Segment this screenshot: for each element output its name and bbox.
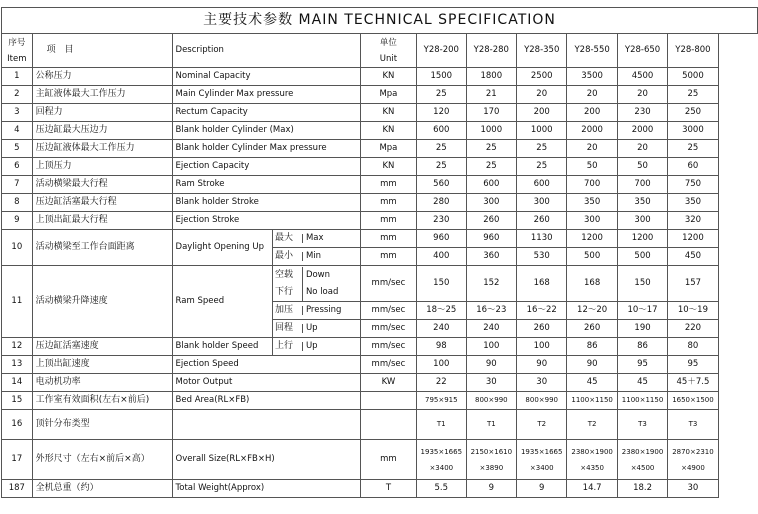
cell-value: 1500	[416, 68, 466, 86]
cell-value: 2150×1610 ×3890	[466, 440, 516, 480]
cell-value: 240	[466, 320, 516, 338]
cell-value: 530	[517, 248, 567, 266]
cell-value: 50	[617, 158, 667, 176]
cell-value: 200	[517, 104, 567, 122]
sub-label-en-text: Max	[305, 232, 324, 243]
row-label-en: Nominal Capacity	[172, 68, 360, 86]
row-label-en: Main Cylinder Max pressure	[172, 86, 360, 104]
cell-value: 18～25	[416, 302, 466, 320]
header-row	[2, 34, 758, 68]
row-label-cn: 上顶压力	[32, 158, 172, 176]
sub-label-cn-text: 最小	[273, 252, 303, 262]
row-unit: KN	[360, 104, 416, 122]
cell-value: 25	[416, 140, 466, 158]
row-unit: mm	[360, 176, 416, 194]
cell-value: 50	[567, 158, 617, 176]
row-number: 17	[2, 440, 33, 480]
cell-value: 5000	[668, 68, 718, 86]
cell-value: 280	[416, 194, 466, 212]
cell-value: 25	[416, 158, 466, 176]
cell-value: 120	[416, 104, 466, 122]
cell-value: 1100×1150	[617, 392, 667, 410]
sub-label-group	[273, 324, 360, 334]
table-row	[2, 374, 758, 392]
row-unit: mm/sec	[360, 266, 416, 302]
header-item: 项 目	[32, 34, 172, 68]
spec-table	[1, 7, 758, 498]
table-row	[2, 392, 758, 410]
row-label-cn: 电动机功率	[32, 374, 172, 392]
header-model: Y28-800	[668, 34, 718, 68]
cell-value: 168	[567, 266, 617, 302]
cell-value: 170	[466, 104, 516, 122]
row-unit: mm	[360, 440, 416, 480]
row-label-cn: 工作室有效面积(左右×前后)	[32, 392, 172, 410]
cell-value: 960	[416, 230, 466, 248]
cell-value: 20	[617, 86, 667, 104]
row-label-cn: 压边缸液体最大工作压力	[32, 140, 172, 158]
header-model: Y28-550	[567, 34, 617, 68]
row-label-en: Ram Speed	[172, 266, 272, 338]
sub-label-en-text: Min	[305, 250, 322, 261]
table-row	[2, 176, 758, 194]
sub-label-cn	[272, 230, 360, 248]
cell-value: 230	[416, 212, 466, 230]
cell-value: 1935×1665 ×3400	[517, 440, 567, 480]
cell-value: 350	[617, 194, 667, 212]
cell-value: 1935×1665 ×3400	[416, 440, 466, 480]
sub-label-cn-text: 空载 下行	[273, 267, 303, 301]
cell-value: 300	[517, 194, 567, 212]
cell-value: 350	[668, 194, 718, 212]
cell-value: 20	[567, 86, 617, 104]
cell-value: 25	[668, 140, 718, 158]
cell-value: 16～23	[466, 302, 516, 320]
row-number: 2	[2, 86, 33, 104]
table-row	[2, 338, 758, 356]
cell-value: 2000	[567, 122, 617, 140]
table-row	[2, 440, 758, 480]
cell-value: 100	[416, 356, 466, 374]
cell-value: 25	[517, 158, 567, 176]
cell-value: 18.2	[617, 480, 667, 498]
cell-value: 240	[416, 320, 466, 338]
cell-value: 20	[517, 86, 567, 104]
cell-value: 90	[517, 356, 567, 374]
table-row	[2, 410, 758, 440]
cell-value: 20	[567, 140, 617, 158]
row-unit: mm	[360, 248, 416, 266]
header-model: Y28-350	[517, 34, 567, 68]
cell-value: 2380×1900 ×4350	[567, 440, 617, 480]
row-label-cn: 压边缸最大压边力	[32, 122, 172, 140]
cell-value: 10～19	[668, 302, 718, 320]
row-label-en: Bed Area(RL×FB)	[172, 392, 360, 410]
cell-value: 1000	[517, 122, 567, 140]
cell-value: 220	[668, 320, 718, 338]
cell-value: 21	[466, 86, 516, 104]
row-unit: KN	[360, 68, 416, 86]
header-unit: 单位 Unit	[360, 34, 416, 68]
row-number: 8	[2, 194, 33, 212]
row-label-cn: 顶针分布类型	[32, 410, 172, 440]
cell-value: T1	[466, 410, 516, 440]
row-number: 12	[2, 338, 33, 356]
row-unit: mm	[360, 230, 416, 248]
row-label-en: Overall Size(RL×FB×H)	[172, 440, 360, 480]
cell-value: 157	[668, 266, 718, 302]
sub-label-cn	[272, 266, 360, 302]
cell-value: 260	[567, 320, 617, 338]
cell-value: 16～22	[517, 302, 567, 320]
row-number: 16	[2, 410, 33, 440]
table-row	[2, 230, 758, 248]
cell-value: 2000	[617, 122, 667, 140]
row-label-cn: 外形尺寸（左右×前后×高）	[32, 440, 172, 480]
table-row	[2, 140, 758, 158]
cell-value: 190	[617, 320, 667, 338]
row-label-en: Total Weight(Approx)	[172, 480, 360, 498]
cell-value: 560	[416, 176, 466, 194]
cell-value: 25	[466, 140, 516, 158]
cell-value: 45＋7.5	[668, 374, 718, 392]
cell-value: 500	[567, 248, 617, 266]
cell-value: 2500	[517, 68, 567, 86]
cell-value: 300	[567, 212, 617, 230]
cell-value: 300	[466, 194, 516, 212]
table-row	[2, 86, 758, 104]
row-number: 14	[2, 374, 33, 392]
row-label-en: Ejection Stroke	[172, 212, 360, 230]
cell-value: T2	[567, 410, 617, 440]
row-unit: mm	[360, 194, 416, 212]
title-row	[2, 8, 758, 34]
cell-value: 1200	[567, 230, 617, 248]
sub-label-cn	[272, 338, 360, 356]
cell-value: 260	[517, 320, 567, 338]
cell-value: 168	[517, 266, 567, 302]
cell-value: 2870×2310 ×4900	[668, 440, 718, 480]
cell-value: 1650×1500	[668, 392, 718, 410]
row-unit: Mpa	[360, 86, 416, 104]
cell-value: 95	[617, 356, 667, 374]
cell-value: 98	[416, 338, 466, 356]
row-number: 4	[2, 122, 33, 140]
cell-value: 795×915	[416, 392, 466, 410]
row-label-cn: 活动横梁升降速度	[32, 266, 172, 338]
table-row	[2, 194, 758, 212]
cell-value: 230	[617, 104, 667, 122]
cell-value: 30	[517, 374, 567, 392]
table-row	[2, 266, 758, 302]
sub-label-en-text: Down No load	[305, 269, 339, 297]
cell-value: 2380×1900 ×4500	[617, 440, 667, 480]
cell-value: 5.5	[416, 480, 466, 498]
cell-value: 1200	[617, 230, 667, 248]
row-label-en: Motor Output	[172, 374, 360, 392]
sub-label-cn-text: 上行	[273, 342, 303, 352]
row-label-cn: 主缸液体最大工作压力	[32, 86, 172, 104]
cell-value: 20	[617, 140, 667, 158]
table-row	[2, 356, 758, 374]
header-model: Y28-650	[617, 34, 667, 68]
row-label-cn: 活动横梁最大行程	[32, 176, 172, 194]
row-unit: mm	[360, 212, 416, 230]
cell-value: 22	[416, 374, 466, 392]
row-number: 187	[2, 480, 33, 498]
cell-value: 750	[668, 176, 718, 194]
cell-value: 260	[517, 212, 567, 230]
row-number: 5	[2, 140, 33, 158]
header-model: Y28-200	[416, 34, 466, 68]
row-label-en: Ejection Speed	[172, 356, 360, 374]
table-row	[2, 212, 758, 230]
cell-value: 25	[668, 86, 718, 104]
cell-value: 600	[466, 176, 516, 194]
cell-value: 350	[567, 194, 617, 212]
cell-value: 320	[668, 212, 718, 230]
row-label-cn: 上顶出缸速度	[32, 356, 172, 374]
sub-label-cn	[272, 320, 360, 338]
cell-value: T2	[517, 410, 567, 440]
row-label-cn: 回程力	[32, 104, 172, 122]
cell-value: 100	[466, 338, 516, 356]
row-number: 13	[2, 356, 33, 374]
row-label-en: Blank holder Cylinder (Max)	[172, 122, 360, 140]
header-no: 序号 Item	[2, 34, 33, 68]
cell-value: 1200	[668, 230, 718, 248]
cell-value: 95	[668, 356, 718, 374]
cell-value: 3000	[668, 122, 718, 140]
row-number: 10	[2, 230, 33, 266]
cell-value: 1130	[517, 230, 567, 248]
table-row	[2, 122, 758, 140]
cell-value: T1	[416, 410, 466, 440]
sub-label-group	[273, 267, 360, 301]
cell-value: 3500	[567, 68, 617, 86]
sub-label-cn-text: 回程	[273, 324, 303, 334]
sub-label-group	[273, 342, 360, 352]
cell-value: 1100×1150	[567, 392, 617, 410]
row-label-en: Ejection Capacity	[172, 158, 360, 176]
table-row	[2, 104, 758, 122]
cell-value: 25	[466, 158, 516, 176]
cell-value: 30	[668, 480, 718, 498]
cell-value: 800×990	[466, 392, 516, 410]
cell-value: 150	[617, 266, 667, 302]
table-row	[2, 158, 758, 176]
cell-value: 86	[617, 338, 667, 356]
row-number: 7	[2, 176, 33, 194]
cell-value: 260	[466, 212, 516, 230]
row-label-en: Rectum Capacity	[172, 104, 360, 122]
cell-value: 80	[668, 338, 718, 356]
cell-value: T3	[617, 410, 667, 440]
row-number: 11	[2, 266, 33, 338]
row-label-en	[172, 410, 360, 440]
row-unit	[360, 392, 416, 410]
row-unit: Mpa	[360, 140, 416, 158]
cell-value: 450	[668, 248, 718, 266]
row-unit	[360, 410, 416, 440]
cell-value: 200	[567, 104, 617, 122]
table-row	[2, 68, 758, 86]
row-label-cn: 全机总重（约）	[32, 480, 172, 498]
row-unit: mm/sec	[360, 320, 416, 338]
row-unit: T	[360, 480, 416, 498]
cell-value: 30	[466, 374, 516, 392]
sub-label-group	[273, 252, 360, 262]
row-unit: KN	[360, 158, 416, 176]
cell-value: 45	[617, 374, 667, 392]
row-label-en: Daylight Opening Up	[172, 230, 272, 266]
table-row	[2, 480, 758, 498]
cell-value: 250	[668, 104, 718, 122]
cell-value: 25	[517, 140, 567, 158]
sub-label-cn	[272, 248, 360, 266]
row-label-en: Blank holder Cylinder Max pressure	[172, 140, 360, 158]
cell-value: 600	[416, 122, 466, 140]
cell-value: 100	[517, 338, 567, 356]
cell-value: 152	[466, 266, 516, 302]
cell-value: 90	[466, 356, 516, 374]
cell-value: 1000	[466, 122, 516, 140]
cell-value: 700	[567, 176, 617, 194]
cell-value: 25	[416, 86, 466, 104]
row-label-cn: 压边缸活塞最大行程	[32, 194, 172, 212]
sub-label-en-text: Pressing	[305, 304, 342, 315]
sub-label-group	[273, 234, 360, 244]
sub-label-en-text: Up	[305, 322, 318, 333]
row-number: 6	[2, 158, 33, 176]
row-number: 15	[2, 392, 33, 410]
row-unit: KW	[360, 374, 416, 392]
sub-label-cn-text: 加压	[273, 306, 303, 316]
cell-value: 500	[617, 248, 667, 266]
row-label-en: Blank holder Stroke	[172, 194, 360, 212]
row-label-cn: 活动横梁至工作台面距离	[32, 230, 172, 266]
row-label-cn: 上顶出缸最大行程	[32, 212, 172, 230]
cell-value: T3	[668, 410, 718, 440]
row-unit: mm/sec	[360, 356, 416, 374]
cell-value: 12～20	[567, 302, 617, 320]
table-title: 主要技术参数 MAIN TECHNICAL SPECIFICATION	[2, 8, 758, 34]
cell-value: 360	[466, 248, 516, 266]
cell-value: 150	[416, 266, 466, 302]
cell-value: 800×990	[517, 392, 567, 410]
header-model: Y28-280	[466, 34, 516, 68]
cell-value: 4500	[617, 68, 667, 86]
cell-value: 10～17	[617, 302, 667, 320]
row-label-en: Ram Stroke	[172, 176, 360, 194]
cell-value: 960	[466, 230, 516, 248]
row-number: 3	[2, 104, 33, 122]
row-unit: KN	[360, 122, 416, 140]
row-unit: mm/sec	[360, 302, 416, 320]
cell-value: 9	[517, 480, 567, 498]
header-description: Description	[172, 34, 360, 68]
sub-label-en-text: Up	[305, 340, 318, 351]
cell-value: 600	[517, 176, 567, 194]
row-unit: mm/sec	[360, 338, 416, 356]
sub-label-cn-text: 最大	[273, 234, 303, 244]
sub-label-group	[273, 306, 360, 316]
cell-value: 86	[567, 338, 617, 356]
cell-value: 60	[668, 158, 718, 176]
cell-value: 9	[466, 480, 516, 498]
row-number: 1	[2, 68, 33, 86]
row-label-en: Blank holder Speed	[172, 338, 272, 356]
cell-value: 1800	[466, 68, 516, 86]
cell-value: 300	[617, 212, 667, 230]
sub-label-cn	[272, 302, 360, 320]
cell-value: 400	[416, 248, 466, 266]
cell-value: 90	[567, 356, 617, 374]
cell-value: 45	[567, 374, 617, 392]
cell-value: 700	[617, 176, 667, 194]
row-label-cn: 压边缸活塞速度	[32, 338, 172, 356]
row-label-cn: 公称压力	[32, 68, 172, 86]
row-number: 9	[2, 212, 33, 230]
cell-value: 14.7	[567, 480, 617, 498]
